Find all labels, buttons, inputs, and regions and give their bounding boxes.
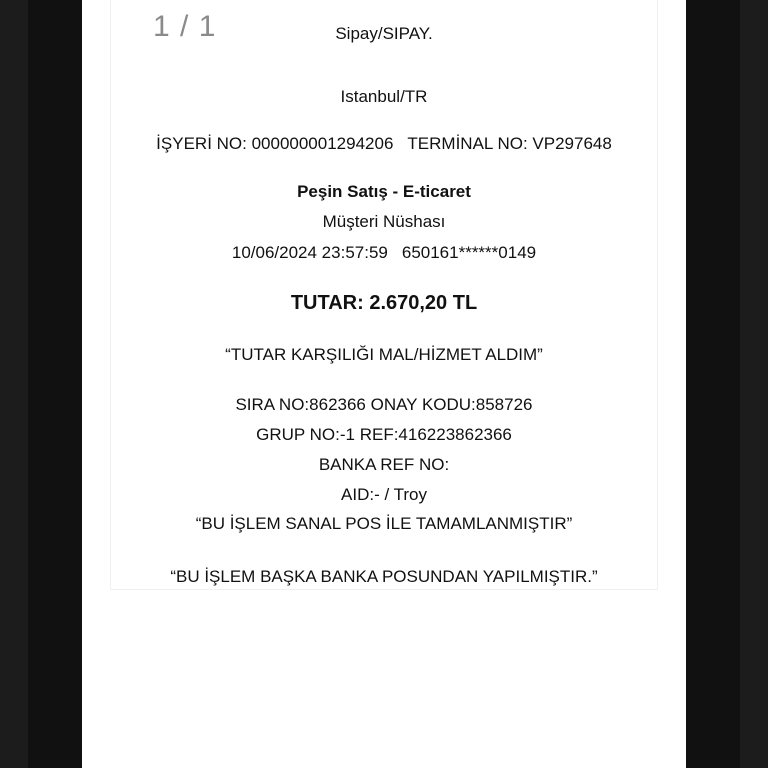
transaction-type: Peşin Satış - E-ticaret [297,182,471,201]
merchant-number: İŞYERİ NO: 000000001294206 [156,134,394,153]
datetime-card-line [111,243,657,263]
aid: AID:- / Troy [341,485,427,504]
merchant-terminal-line [111,134,657,154]
merchant-city: Istanbul/TR [340,87,428,106]
other-bank-note: “BU İŞLEM BAŞKA BANKA POSUNDAN YAPILMIŞTIR.” [170,567,598,586]
virtual-pos-note: “BU İŞLEM SANAL POS İLE TAMAMLANMIŞTIR” [195,514,573,533]
left-edge [0,0,28,768]
receipt [110,0,658,590]
bank-ref: BANKA REF NO: [318,455,450,474]
terminal-number: TERMİNAL NO: VP297648 [407,134,612,153]
copy-type: Müşteri Nüshası [322,212,446,231]
acknowledgement: “TUTAR KARŞILIĞI MAL/HİZMET ALDIM” [225,345,543,364]
group-ref: GRUP NO:-1 REF:416223862366 [256,425,512,444]
transaction-datetime: 10/06/2024 23:57:59 [231,243,388,262]
amount: TUTAR: 2.670,20 TL [290,292,478,314]
card-number: 650161******0149 [401,243,537,262]
merchant-name: Sipay/SIPAY. [335,24,433,43]
page-indicator: 1 / 1 [153,10,217,43]
right-edge [740,0,768,768]
sequence-approval: SIRA NO:862366 ONAY KODU:858726 [235,395,533,414]
